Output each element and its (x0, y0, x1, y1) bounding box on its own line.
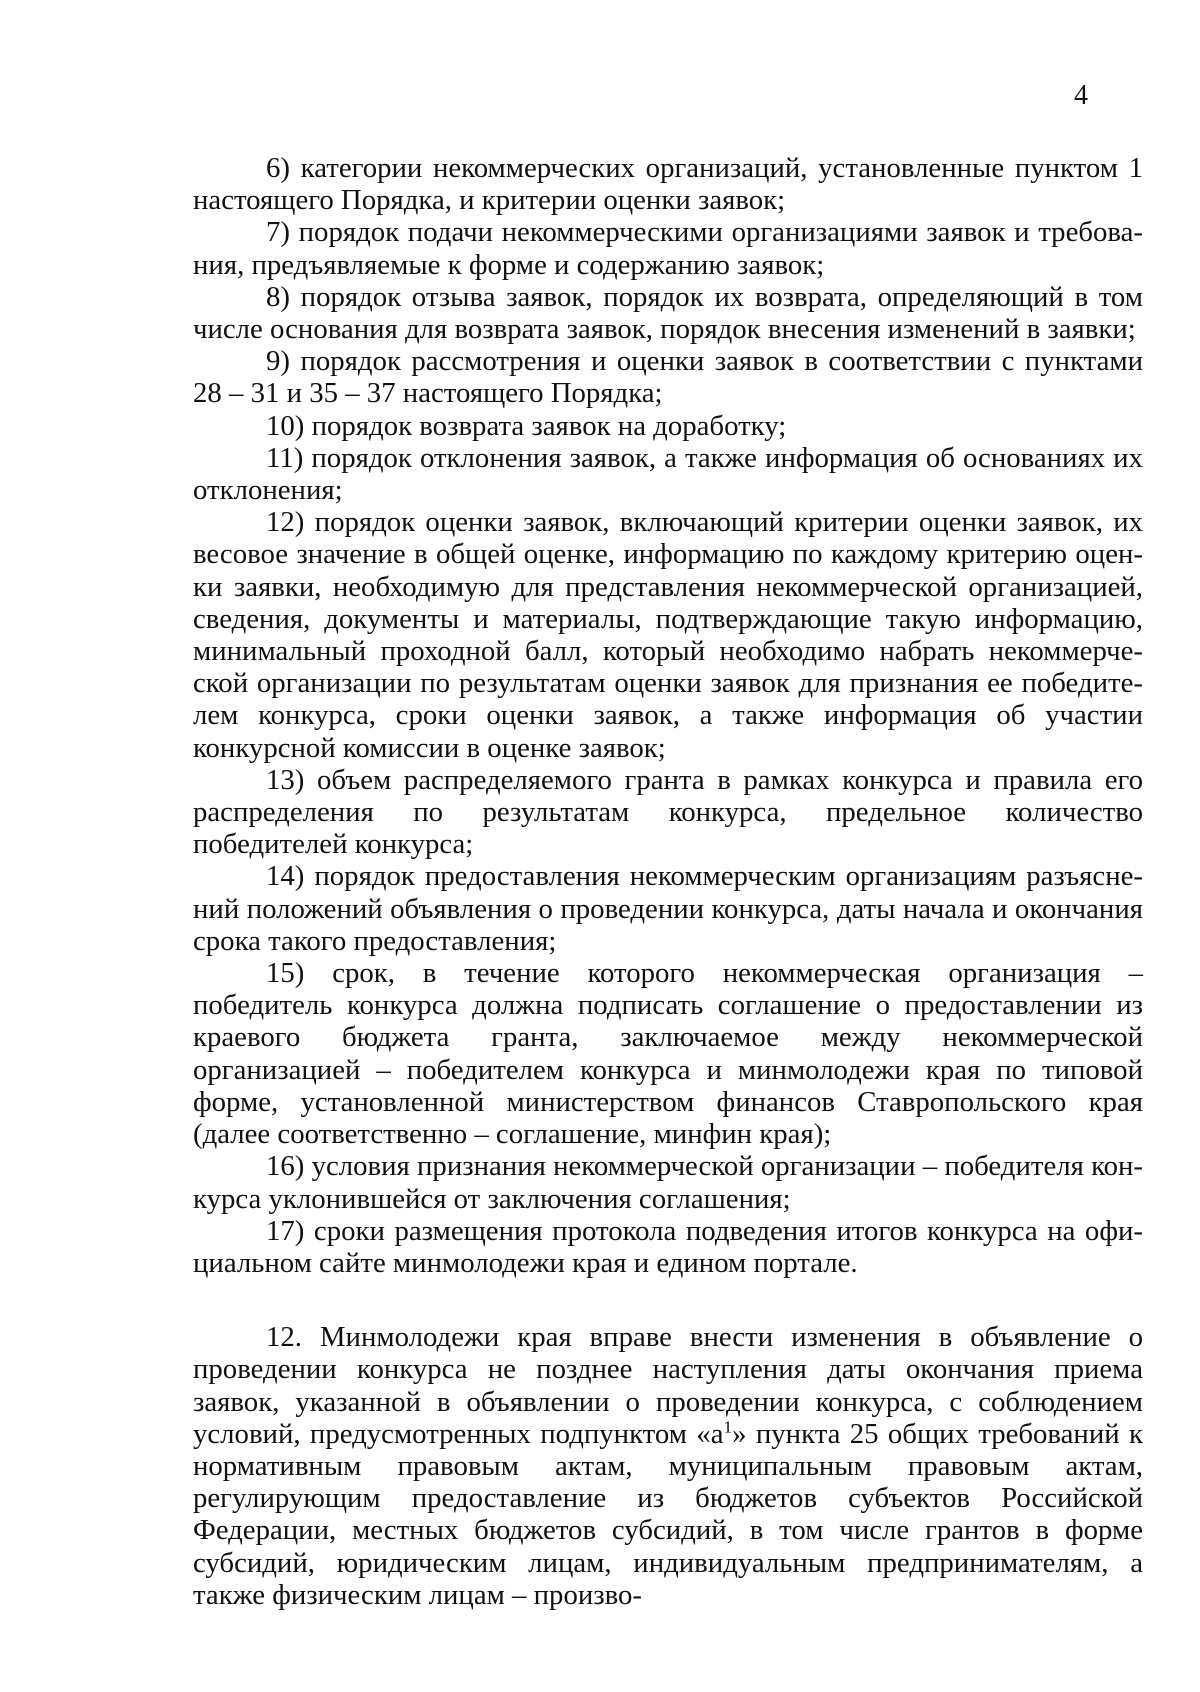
list-item-16: 16) условия признания некоммерческой организации – победителя конкурса уклонившейся от заключения соглашения; (193, 1150, 1143, 1215)
page-number: 4 (1074, 80, 1088, 111)
list-item-7: 7) порядок подачи некоммерческими организациями заявок и требования, предъявляемые к форме и содержанию заявок; (193, 216, 1143, 281)
list-item-10: 10) порядок возврата заявок на доработку; (266, 409, 787, 442)
paragraph-12 (193, 1321, 1143, 1611)
superscript: 1 (723, 1417, 733, 1437)
list-item-14: 14) порядок предоставления некоммерческим организациям разъяснений положений объявления о проведении конкурса, даты начала и окончания срока такого предоставления; (193, 860, 1143, 957)
list-item-9: 9) порядок рассмотрения и оценки заявок в соответствии с пунктами 28 – 31 и 35 – 37 настоящего Порядка; (193, 345, 1143, 410)
list-item-8: 8) порядок отзыва заявок, порядок их возврата, определяющий в том числе основания для возврата заявок, порядок внесения изменений в заявки; (193, 280, 1143, 346)
paragraph-12-text-after: » пункта 25 общих требований к нормативным правовым актам, муниципальным правовым актам, регулирующим предоставление из бюджетов субъектов Российской Федерации, местных бюджетов субсидий, в том числе грантов в форме субсидий, юридическим лицам, индивидуальным предпринимателям, а также физическим лицам – произво- (193, 1417, 1143, 1611)
document-body (193, 152, 1143, 1611)
list-item-15: 15) срок, в течение которого некоммерческая организация – победитель конкурса должна подписать соглашение о предоставлении из краевого бюджета гранта, заключаемое между некоммерческой организацией – победителем конкурса и минмолодежи края по типовой форме, установленной министерством финансов Ставропольского края (далее соответственно – соглашение, минфин края); (193, 957, 1143, 1151)
list-item-13: 13) объем распределяемого гранта в рамках конкурса и правила его распределения по результатам конкурса, предельное количество победителей конкурса; (193, 763, 1143, 861)
list-item-12: 12) порядок оценки заявок, включающий критерии оценки заявок, их весовое значение в общей оценке, информацию по каждому критерию оценки заявки, необходимую для представления некоммерческой организацией, сведения, документы и материалы, подтверждающие такую информацию, минимальный проходной балл, который необходимо набрать некоммерческой организации по результатам оценки заявок для признания ее победителем конкурса, сроки оценки заявок, а также информация об участии конкурсной комиссии в оценке заявок; (193, 506, 1143, 764)
list-item-17: 17) сроки размещения протокола подведения итогов конкурса на официальном сайте минмолодежи края и едином портале. (193, 1214, 1143, 1279)
paragraph-12-text-before: 12. Минмолодежи края вправе внести изменения в объявление о проведении конкурса не позднее наступления даты окончания приема заявок, указанной в объявлении о проведении конкурса, с соблюдением условий, предусмотренных подпунктом «а (193, 1321, 1143, 1450)
list-item-6: 6) категории некоммерческих организаций, установленные пунктом 1 настоящего Порядка, и критерии оценки заявок; (193, 152, 1143, 217)
list-item-11: 11) порядок отклонения заявок, а также информация об основаниях их отклонения; (193, 441, 1143, 507)
